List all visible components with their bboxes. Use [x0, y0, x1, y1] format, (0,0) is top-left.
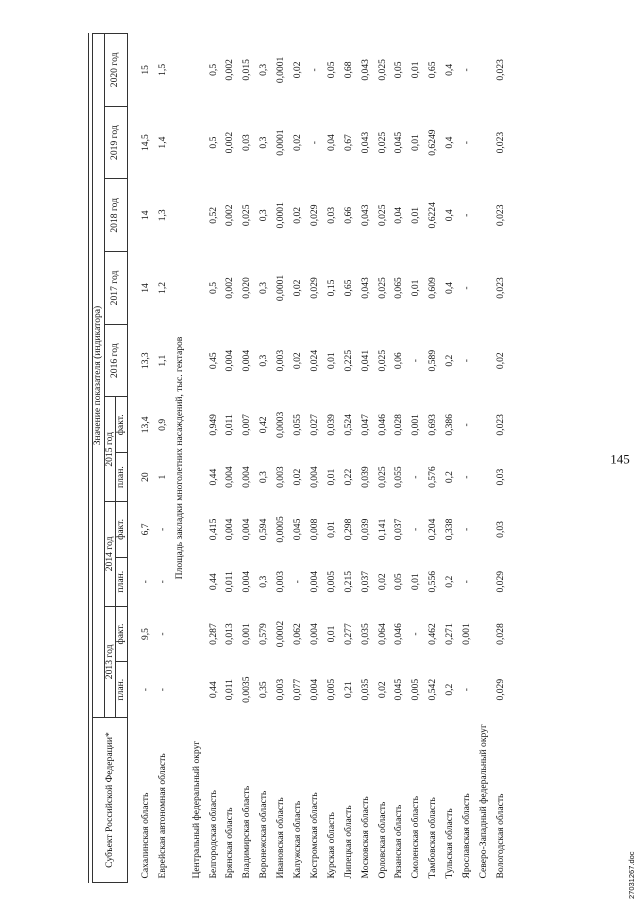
value-cell: 0,035: [359, 623, 371, 645]
value-cell: 0,003: [275, 466, 287, 488]
value-cell: 0,4: [444, 209, 456, 222]
value-cell: 0,579: [258, 623, 270, 645]
value-cell: 0,055: [292, 414, 304, 436]
value-cell: 0,007: [241, 414, 253, 436]
value-cell: 0,01: [410, 279, 422, 297]
table-row: [357, 34, 374, 883]
value-cell: 0,046: [393, 623, 405, 645]
value-cell: 0,03: [241, 134, 253, 151]
value-cell: 0,003: [275, 349, 287, 372]
value-cell: 0,029: [308, 277, 320, 299]
value-cell: 0,3: [258, 471, 270, 484]
value-cell: 0,03: [494, 468, 506, 486]
value-cell: 0,524: [342, 414, 354, 436]
year-2020: 2020 год: [104, 34, 127, 107]
value-cell: -: [292, 580, 304, 584]
value-cell: 0,047: [359, 414, 371, 436]
region-name: Сахалинская область: [139, 792, 151, 879]
value-cell: 0,015: [241, 59, 253, 81]
value-cell: -: [460, 141, 472, 145]
value-cell: 1,1: [156, 354, 168, 367]
value-cell: 0,023: [494, 204, 506, 227]
value-cell: 0,15: [325, 279, 337, 297]
table-row: [408, 34, 425, 883]
value-cell: 0,025: [376, 59, 388, 81]
year-2014: 2014 год: [104, 502, 116, 607]
value-cell: 0,001: [241, 623, 253, 645]
value-cell: 0,045: [393, 678, 405, 701]
value-cell: 0,3: [258, 354, 270, 367]
value-cell: 0,025: [241, 204, 253, 227]
region-name: Липецкая область: [342, 805, 354, 879]
subject-header: Субъект Российской Федерации*: [93, 718, 128, 883]
value-cell: 0,542: [427, 678, 439, 701]
region-name: Воронежская область: [258, 790, 270, 879]
value-cell: -: [156, 580, 168, 584]
value-cell: 1,5: [156, 63, 168, 76]
value-cell: -: [410, 475, 422, 479]
region-name: Владимирская область: [241, 785, 253, 879]
value-cell: 0,002: [224, 204, 236, 227]
value-cell: 1,4: [156, 136, 168, 149]
value-cell: -: [410, 359, 422, 363]
value-cell: -: [460, 475, 472, 479]
federal-district-northwest: Северо-Западный федеральный округ: [477, 724, 489, 879]
value-cell: 0,609: [427, 277, 439, 299]
value-cell: 0,44: [207, 468, 219, 486]
value-cell: 0,52: [207, 206, 219, 224]
value-cell: 0,6249: [427, 129, 439, 156]
value-cell: -: [460, 286, 472, 290]
plan-2013: план.: [116, 662, 128, 718]
value-cell: 0,215: [342, 570, 354, 593]
value-cell: 0,9: [156, 418, 168, 431]
value-cell: 0,02: [494, 352, 506, 370]
value-cell: 0,589: [427, 349, 439, 372]
value-cell: 0,0003: [275, 411, 287, 439]
value-cell: 0,041: [359, 349, 371, 372]
value-cell: 0,02: [292, 206, 304, 224]
year-2017: 2017 год: [104, 252, 127, 325]
value-cell: 0,004: [308, 678, 320, 701]
region-name: Белгородская область: [207, 790, 219, 879]
value-cell: 0,01: [325, 352, 337, 370]
table-row: [374, 34, 391, 883]
region-name: Рязанская область: [393, 804, 405, 879]
value-cell: 0,06: [393, 352, 405, 370]
value-cell: 0,043: [359, 59, 371, 81]
value-cell: 0,225: [342, 349, 354, 372]
region-name: Ярославская область: [460, 793, 472, 879]
value-cell: 0,0001: [275, 56, 287, 84]
value-cell: 0,043: [359, 277, 371, 299]
value-cell: 0,42: [258, 416, 270, 434]
value-cell: 0,65: [427, 61, 439, 79]
value-cell: 0,3: [258, 136, 270, 149]
region-name: Вологодская область: [494, 793, 506, 879]
footer-filename: 27031267.doc: [627, 851, 636, 899]
value-cell: 0,004: [241, 466, 253, 488]
region-name: Смоленская область: [410, 796, 422, 879]
value-cell: 0,004: [241, 349, 253, 372]
value-cell: 0,004: [241, 518, 253, 541]
year-2018: 2018 год: [104, 179, 127, 252]
spacer: [127, 34, 138, 883]
value-cell: 0,011: [224, 571, 236, 593]
plan-2015: план.: [116, 453, 128, 502]
table-row: [391, 34, 408, 883]
value-cell: 0,02: [292, 61, 304, 79]
value-cell: -: [139, 580, 151, 584]
value-cell: 0,68: [342, 61, 354, 79]
federal-district-central: Центральный федеральный округ: [190, 740, 202, 879]
value-cell: 0,01: [410, 134, 422, 151]
fact-2014: факт.: [116, 502, 128, 558]
value-cell: 0,44: [207, 681, 219, 699]
value-cell: 0,44: [207, 573, 219, 591]
value-cell: 0,03: [325, 206, 337, 224]
value-cell: 0,02: [376, 573, 388, 591]
value-cell: 0,004: [308, 570, 320, 593]
value-cell: 0,462: [427, 623, 439, 645]
table-body: [127, 34, 509, 883]
fact-2013: факт.: [116, 606, 128, 662]
value-cell: 0,035: [359, 678, 371, 701]
table-row: [459, 34, 476, 883]
value-cell: 1,3: [156, 209, 168, 222]
value-cell: 0,415: [207, 518, 219, 541]
value-cell: 0,013: [224, 623, 236, 645]
table-row: [222, 34, 239, 883]
value-cell: 0,039: [359, 466, 371, 488]
year-2019: 2019 год: [104, 106, 127, 179]
value-cell: 0,029: [494, 678, 506, 701]
value-cell: 0,025: [376, 277, 388, 299]
indicator-header: Значение показателя (индикатора): [93, 34, 105, 718]
value-cell: 0,003: [275, 678, 287, 701]
value-cell: 0,011: [224, 414, 236, 436]
value-cell: 0,028: [393, 414, 405, 436]
value-cell: 6,7: [139, 523, 151, 536]
value-cell: -: [308, 68, 320, 72]
section-title-row: [171, 34, 188, 883]
value-cell: 0,04: [325, 134, 337, 151]
value-cell: 0,02: [376, 681, 388, 699]
region-name: Тульская область: [444, 808, 456, 879]
value-cell: -: [410, 632, 422, 636]
region-name: Курская область: [325, 812, 337, 879]
value-cell: 0,3: [258, 575, 270, 588]
value-cell: 0,002: [224, 277, 236, 299]
value-cell: 0,027: [308, 414, 320, 436]
value-cell: 0,271: [444, 623, 456, 645]
value-cell: 0,21: [342, 681, 354, 699]
fact-2015: факт.: [116, 397, 128, 453]
value-cell: 0,004: [308, 623, 320, 645]
federal-district-central-row: [188, 34, 205, 883]
value-cell: 0,298: [342, 518, 354, 541]
table-row: [341, 34, 358, 883]
value-cell: 0,01: [410, 206, 422, 224]
value-cell: 0,4: [444, 136, 456, 149]
value-cell: 0,4: [444, 281, 456, 294]
value-cell: 0,025: [376, 131, 388, 154]
value-cell: -: [460, 68, 472, 72]
value-cell: 0,03: [494, 521, 506, 538]
value-cell: 0,001: [410, 414, 422, 436]
value-cell: 14,5: [139, 134, 151, 151]
value-cell: 0,0001: [275, 202, 287, 229]
value-cell: 0,020: [241, 277, 253, 299]
value-cell: -: [410, 527, 422, 532]
value-cell: 0,594: [258, 518, 270, 541]
value-cell: 0,949: [207, 414, 219, 436]
value-cell: 0,65: [342, 279, 354, 297]
value-cell: 0,0035: [241, 676, 253, 703]
value-cell: 0,02: [292, 279, 304, 297]
value-cell: 0,024: [308, 349, 320, 372]
table-row: [442, 34, 459, 883]
value-cell: 0,2: [444, 575, 456, 588]
table-row: [307, 34, 324, 883]
value-cell: 9,5: [139, 628, 151, 641]
value-cell: 0,004: [224, 349, 236, 372]
value-cell: 0,204: [427, 518, 439, 541]
header-top-rule: [88, 33, 89, 883]
value-cell: 0,002: [224, 131, 236, 154]
value-cell: 0,3: [258, 63, 270, 76]
region-name: Орловская область: [376, 801, 388, 879]
value-cell: 0,043: [359, 204, 371, 227]
table-row: [138, 34, 155, 883]
value-cell: 0,0002: [275, 620, 287, 648]
value-cell: 0,576: [427, 466, 439, 488]
value-cell: 0,004: [308, 466, 320, 488]
value-cell: 0,2: [444, 471, 456, 484]
value-cell: 0,039: [325, 414, 337, 436]
value-cell: 0,028: [494, 623, 506, 645]
value-cell: 1: [156, 474, 168, 480]
value-cell: 0,0001: [275, 129, 287, 156]
value-cell: 0,001: [460, 623, 472, 645]
value-cell: 0,01: [410, 61, 422, 79]
value-cell: 0,025: [376, 349, 388, 372]
value-cell: 0,05: [325, 61, 337, 79]
value-cell: -: [460, 213, 472, 217]
value-cell: 0,277: [342, 623, 354, 645]
region-name: Московская область: [359, 796, 371, 879]
value-cell: 0,023: [494, 277, 506, 299]
value-cell: -: [460, 580, 472, 584]
region-name: Калужская область: [292, 800, 304, 879]
value-cell: 0,045: [393, 131, 405, 154]
value-cell: 0,025: [376, 204, 388, 227]
value-cell: 0,004: [241, 570, 253, 593]
table-row: [256, 34, 273, 883]
value-cell: 0,011: [224, 679, 236, 701]
region-name: Брянская область: [224, 807, 236, 879]
year-2015: 2015 год: [104, 397, 116, 502]
value-cell: 0,66: [342, 206, 354, 224]
table-row: [155, 34, 172, 883]
value-cell: 13,4: [139, 416, 151, 434]
value-cell: 15: [139, 65, 151, 75]
value-cell: -: [460, 527, 472, 532]
value-cell: 0,01: [410, 573, 422, 591]
section-title: Площадь закладки многолетних насаждений, тыс. гектаров: [173, 336, 185, 580]
value-cell: -: [460, 359, 472, 363]
table-row: [239, 34, 256, 883]
value-cell: 0,4: [444, 63, 456, 76]
value-cell: 0,064: [376, 623, 388, 645]
value-cell: 0,22: [342, 468, 354, 486]
table-row: [290, 34, 307, 883]
indicator-table: [92, 33, 510, 883]
value-cell: 0,023: [494, 131, 506, 154]
value-cell: 0,05: [393, 573, 405, 591]
value-cell: 14: [139, 210, 151, 221]
value-cell: -: [308, 141, 320, 145]
value-cell: 0,6224: [427, 202, 439, 229]
value-cell: 0,02: [292, 468, 304, 486]
value-cell: -: [460, 688, 472, 692]
value-cell: 0,055: [393, 466, 405, 488]
value-cell: 0,338: [444, 518, 456, 541]
value-cell: 20: [139, 472, 151, 482]
table-row: [493, 34, 510, 883]
region-name: Ивановская область: [275, 797, 287, 879]
value-cell: 0,287: [207, 623, 219, 645]
value-cell: 0,004: [224, 518, 236, 541]
value-cell: 13,3: [139, 352, 151, 370]
value-cell: 0,01: [325, 625, 337, 643]
value-cell: 0,67: [342, 134, 354, 151]
value-cell: 0,141: [376, 518, 388, 541]
value-cell: 0,065: [393, 277, 405, 299]
value-cell: 0,029: [494, 570, 506, 593]
table-row: [425, 34, 442, 883]
value-cell: 0,01: [325, 521, 337, 538]
table-row: [273, 34, 290, 883]
region-name: Еврейская автономная область: [156, 753, 168, 879]
value-cell: 0,005: [325, 678, 337, 701]
region-name: Тамбовская область: [427, 797, 439, 879]
value-cell: 0,386: [444, 414, 456, 436]
value-cell: 0,025: [376, 466, 388, 488]
value-cell: 0,0005: [275, 516, 287, 543]
page-number: 145: [610, 451, 630, 467]
value-cell: 0,0001: [275, 274, 287, 302]
value-cell: 0,2: [444, 354, 456, 367]
value-cell: 0,3: [258, 209, 270, 222]
value-cell: 0,004: [224, 466, 236, 488]
value-cell: -: [156, 527, 168, 532]
value-cell: 0,043: [359, 131, 371, 154]
value-cell: -: [156, 688, 168, 692]
year-2016: 2016 год: [104, 324, 127, 397]
value-cell: 0,045: [292, 518, 304, 541]
value-cell: 0,693: [427, 414, 439, 436]
value-cell: 0,023: [494, 59, 506, 81]
value-cell: 0,556: [427, 570, 439, 593]
value-cell: 0,45: [207, 352, 219, 370]
value-cell: 0,35: [258, 681, 270, 699]
value-cell: -: [139, 688, 151, 692]
value-cell: 0,5: [207, 63, 219, 76]
value-cell: 0,046: [376, 414, 388, 436]
value-cell: 0,04: [393, 206, 405, 224]
table-row: [324, 34, 341, 883]
value-cell: 0,039: [359, 518, 371, 541]
value-cell: 0,005: [325, 570, 337, 593]
value-cell: -: [460, 423, 472, 427]
value-cell: 0,023: [494, 414, 506, 436]
value-cell: 1,2: [156, 281, 168, 294]
table-row: [205, 34, 222, 883]
value-cell: 0,002: [224, 59, 236, 81]
value-cell: 0,2: [444, 683, 456, 696]
value-cell: 0,029: [308, 204, 320, 227]
value-cell: 0,3: [258, 281, 270, 294]
value-cell: 0,077: [292, 678, 304, 701]
value-cell: 0,05: [393, 61, 405, 79]
value-cell: 0,005: [410, 678, 422, 701]
value-cell: 0,02: [292, 134, 304, 151]
value-cell: -: [156, 632, 168, 636]
value-cell: 0,062: [292, 623, 304, 645]
value-cell: 14: [139, 283, 151, 293]
value-cell: 0,008: [308, 518, 320, 541]
federal-district-northwest-row: [476, 34, 493, 883]
value-cell: 0,037: [393, 518, 405, 541]
value-cell: 0,02: [292, 352, 304, 370]
value-cell: 0,5: [207, 281, 219, 294]
value-cell: 0,5: [207, 136, 219, 149]
value-cell: 0,037: [359, 570, 371, 593]
value-cell: 0,003: [275, 570, 287, 593]
region-name: Костромская область: [308, 792, 320, 879]
year-2013: 2013 год: [104, 606, 116, 717]
plan-2014: план.: [116, 557, 128, 606]
value-cell: 0,01: [325, 468, 337, 486]
